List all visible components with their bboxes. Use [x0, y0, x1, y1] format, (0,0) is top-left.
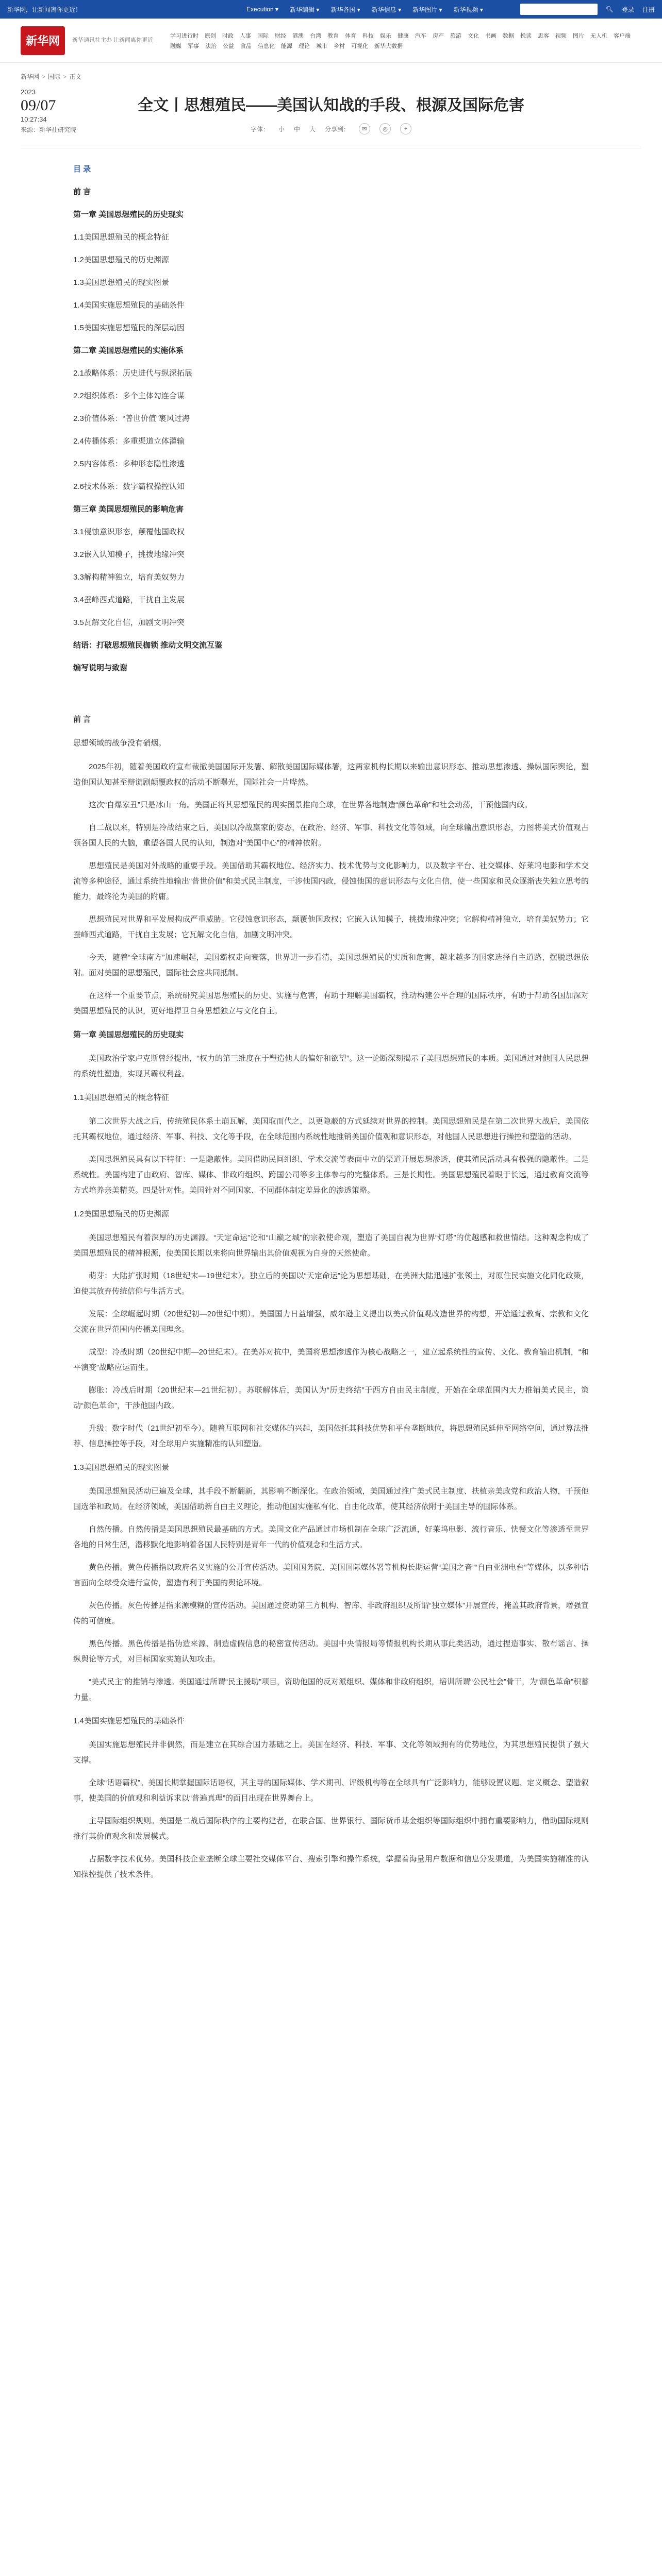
article-header — [0, 81, 662, 148]
channel-item[interactable]: 可视化 — [351, 43, 368, 49]
toc-item[interactable]: 3.3解构精神独立，培育美奴势力 — [73, 573, 185, 582]
section-heading: 1.2美国思想殖民的历史渊源 — [73, 1210, 169, 1218]
paragraph: 第二次世界大战之后，传统殖民体系土崩瓦解，美国取而代之，以更隐蔽的方式延续对世界的控制。美国思想殖民是在第二次世界大战后，美国依托其霸权地位，通过经济、军事、科技、文化等手段，在全球范围内系统性地推销美国价值观和意识形态，对他国人民思想进行操控和塑造的活动。 — [73, 1117, 589, 1141]
channel-item[interactable]: 文化 — [468, 32, 479, 39]
paragraph: 萌芽：大陆扩张时期（18世纪末—19世纪末）。独立后的美国以“天定命运”论为思想基础，在美洲大陆迅速扩张领土，对原住民实施文化同化政策，迫使其放弃传统信仰与生活方式。 — [73, 1272, 589, 1296]
toc-chapter[interactable]: 结语：打破思想殖民枷锁 推动文明交流互鉴 — [73, 641, 223, 650]
share-more-icon[interactable]: + — [400, 123, 411, 134]
channel-item[interactable]: 法治 — [205, 43, 217, 49]
top-nav-item[interactable]: 新华信息 ▾ — [371, 6, 402, 13]
toc-item[interactable]: 1.3美国思想殖民的现实图景 — [73, 278, 169, 287]
register-link[interactable]: 注册 — [642, 6, 655, 13]
section-heading: 思想领域的战争没有硝烟。 — [73, 739, 167, 748]
toc-item[interactable]: 3.4蚕峰西式道路，干扰自主发展 — [73, 596, 185, 604]
toc-item[interactable]: 2.4传播体系：多重渠道立体灌输 — [73, 437, 185, 446]
channel-item[interactable]: 娱乐 — [380, 32, 391, 39]
channel-item[interactable]: 时政 — [222, 32, 234, 39]
channel-item[interactable]: 军事 — [188, 43, 199, 49]
paragraph: 美国思想殖民有着深厚的历史渊源。“天定命运”论和“山巅之城”的宗教使命观，塑造了美国自视为世界“灯塔”的优越感和救世情结。这种观念构成了美国思想殖民的精神根源，使美国长期以来将向世界输出其价值观视为自身的天然使命。 — [73, 1233, 589, 1258]
article-source: 来源：新华社研究院 — [21, 126, 77, 133]
toc-item[interactable]: 1.4美国实施思想殖民的基础条件 — [73, 301, 185, 310]
font-large-button[interactable]: 大 — [309, 125, 316, 133]
channel-item[interactable]: 书画 — [485, 32, 496, 39]
paragraph: 今天，随着“全球南方”加速崛起，美国霸权走向衰落，世界进一步看清，美国思想殖民的实质和危害，越来越多的国家选择自主道路、摆脱思想依附。面对美国的思想殖民，国际社会应共同抵制。 — [73, 953, 589, 977]
site-logo[interactable]: 新华网 — [21, 26, 65, 55]
date-time: 10:27:34 — [21, 115, 47, 123]
top-nav-item[interactable]: Execution ▾ — [246, 6, 279, 13]
toc-item[interactable]: 2.3价值体系：“普世价值”裹风过海 — [73, 414, 190, 423]
channel-item[interactable]: 财经 — [275, 32, 286, 39]
paragraph: 美国政治学家卢克斯曾经提出，“权力的第三维度在于塑造他人的偏好和欲望”。这一论断深刻揭示了美国思想殖民的本质。美国通过对他国人民思想的系统性塑造，实现其霸权利益。 — [73, 1054, 589, 1078]
section-heading: 1.3美国思想殖民的现实图景 — [73, 1463, 169, 1472]
top-nav-item[interactable]: 新华编辑 ▾ — [290, 6, 320, 13]
channel-item[interactable]: 教育 — [327, 32, 339, 39]
toc-item[interactable]: 3.1侵蚀意识形态，颠覆他国政权 — [73, 528, 185, 536]
toc-title: 目 录 — [73, 165, 91, 174]
toc-chapter[interactable]: 第一章 美国思想殖民的历史现实 — [73, 210, 184, 219]
paragraph: 美国思想殖民活动已遍及全球，其手段不断翻新，其影响不断深化。在政治领域，美国通过推广美式民主制度、扶植亲美政党和政治人物，干预他国选举和政局。在经济领域，美国借助新自由主义理论，推动他国实施私有化、自由化改革，使其经济依附于美国主导的国际体系。 — [73, 1487, 589, 1511]
toc-item[interactable]: 2.5内容体系：多种形态隐性渗透 — [73, 460, 185, 468]
breadcrumb-current: 正文 — [69, 73, 82, 80]
channel-item[interactable]: 食品 — [240, 43, 252, 49]
channel-item[interactable]: 图片 — [573, 32, 584, 39]
channel-nav — [160, 31, 641, 50]
paragraph: 主导国际组织规则。美国是二战后国际秩序的主要构建者，在联合国、世界银行、国际货币基金组织等国际组织中拥有重要影响力，借助国际规则推行其价值观念和发展模式。 — [73, 1817, 589, 1841]
channel-item[interactable]: 思客 — [538, 32, 549, 39]
channel-item[interactable]: 能源 — [281, 43, 292, 49]
paragraph: 思想殖民是美国对外战略的重要手段。美国借助其霸权地位、经济实力、技术优势与文化影响力，以及数字平台、社交媒体、好莱坞电影和学术交流等多种途径，通过系统性地输出“普世价值”和美式民主制度，干涉他国内政，侵蚀他国的意识形态与文化自信，使一些国家和民众逐渐丧失独立思考的能力，最终沦为美国的附庸。 — [73, 861, 589, 901]
site-slogan: 新华通讯社主办 让新闻离你更近 — [72, 37, 154, 44]
paragraph: 膨胀：冷战后时期（20世纪末—21世纪初）。苏联解体后，美国认为“历史终结”于西方自由民主制度，开始在全球范围内大力推销美式民主，策动“颜色革命”，干涉他国内政。 — [73, 1386, 589, 1410]
paragraph: 黑色传播。黑色传播是指伪造来源、制造虚假信息的秘密宣传活动。美国中央情报局等情报机构长期从事此类活动，通过捏造事实、散布谣言、操纵舆论等方式，对目标国家实施认知攻击。 — [73, 1639, 589, 1664]
paragraph: 美国思想殖民具有以下特征：一是隐蔽性。美国借助民间组织、学术交流等表面中立的渠道开展思想渗透，使其殖民活动具有极强的隐蔽性。二是系统性。美国构建了由政府、智库、媒体、非政府组织、跨国公司等多主体参与的完整体系。三是长期性。美国思想殖民着眼于长远，通过教育交流等方式培养亲美精英。四是针对性。美国针对不同国家、不同群体制定差异化的渗透策略。 — [73, 1155, 589, 1195]
toc-item[interactable]: 3.5瓦解文化自信，加剧文明冲突 — [73, 618, 185, 627]
channel-item[interactable]: 汽车 — [415, 32, 426, 39]
channel-item[interactable]: 健康 — [398, 32, 409, 39]
share-wechat-icon[interactable]: ✉ — [359, 123, 370, 134]
breadcrumb-section[interactable]: 国际 — [48, 73, 61, 80]
toc-chapter[interactable]: 前 言 — [73, 188, 91, 196]
top-nav-item[interactable]: 新华图片 ▾ — [412, 6, 442, 13]
top-marquee: 新华网，让新闻离你更近！ — [7, 6, 82, 13]
channel-item[interactable]: 房产 — [433, 32, 444, 39]
paragraph: 升级：数字时代（21世纪初至今）。随着互联网和社交媒体的兴起，美国依托其科技优势和平台垄断地位，将思想殖民延伸至网络空间，通过算法推荐、信息操控等手段，对全球用户实施精准的认知塑造。 — [73, 1424, 589, 1448]
section-heading: 1.1美国思想殖民的概念特征 — [73, 1093, 169, 1102]
toc-item[interactable]: 2.6技术体系：数字霸权操控认知 — [73, 482, 185, 491]
top-tools — [520, 4, 655, 15]
channel-item[interactable]: 城市 — [316, 43, 327, 49]
channel-item[interactable]: 旅游 — [450, 32, 461, 39]
toc-item[interactable]: 2.2组织体系：多个主体勾连合谋 — [73, 392, 185, 400]
channel-item[interactable]: 台湾 — [310, 32, 321, 39]
paragraph: 美国实施思想殖民并非偶然，而是建立在其综合国力基础之上。美国在经济、科技、军事、文化等领域拥有的优势地位，为其思想殖民提供了强大支撑。 — [73, 1740, 589, 1765]
date-year: 2023 — [21, 88, 36, 96]
font-size-label: 字体： — [250, 125, 269, 133]
channel-item[interactable]: 港澳 — [292, 32, 304, 39]
channel-item[interactable]: 数据 — [503, 32, 514, 39]
article-text — [73, 712, 589, 1883]
font-medium-button[interactable]: 中 — [293, 125, 300, 133]
channel-item[interactable]: 人事 — [240, 32, 251, 39]
paragraph: 全球“话语霸权”。美国长期掌握国际话语权，其主导的国际媒体、学术期刊、评级机构等在全球具有广泛影响力，能够设置议题、定义概念、塑造叙事，使美国的价值观和利益诉求以“普遍真理”的面目出现在世界舞台上。 — [73, 1778, 589, 1803]
channel-item[interactable]: 体育 — [345, 32, 356, 39]
site-header — [0, 19, 662, 63]
page-title: 全文丨思想殖民——美国认知战的手段、根源及国际危害 — [138, 97, 524, 114]
article-tools — [21, 123, 641, 134]
paragraph: “美式民主”的推销与渗透。美国通过所谓“民主援助”项目，资助他国的反对派组织、媒体和非政府组织，培训所谓“公民社会”骨干，为“颜色革命”积蓄力量。 — [73, 1677, 589, 1702]
paragraph: 2025年初，随着美国政府宣布裁撤美国国际开发署、解散美国国际媒体署，这两家机构长期以来输出意识形态、推动思想渗透、操纵国际舆论，塑造他国认知甚至辩谎剧颠覆政权的活动不断曝光，国际社会一片哗然。 — [73, 762, 589, 787]
paragraph: 黄色传播。黄色传播指以政府名义实施的公开宣传活动。美国国务院、美国国际媒体署等机构长期运营“美国之音”“自由亚洲电台”等媒体，以多种语言面向全球受众进行宣传，塑造有利于美国的舆论环境。 — [73, 1563, 589, 1587]
paragraph: 自二战以来，特别是冷战结束之后，美国以冷战赢家的姿态，在政治、经济、军事、科技文化等领域，向全球输出意识形态，力图将美式价值观占领各国人民的大脑，重塑各国人民的认知，制造对“美国中心”的精神依附。 — [73, 823, 589, 848]
channel-item[interactable]: 国际 — [257, 32, 269, 39]
toc-item[interactable]: 2.1战略体系：历史进代与纵深拓展 — [73, 369, 192, 378]
paragraph: 自然传播。自然传播是美国思想殖民最基础的方式。美国文化产品通过市场机制在全球广泛流通，好莱坞电影、流行音乐、快餐文化等渗透至世界各地的日常生活，潜移默化地影响着各国人民特别是青年一代的价值观念和生活方式。 — [73, 1525, 589, 1549]
channel-item[interactable]: 原创 — [205, 32, 216, 39]
paragraph: 发展：全球崛起时期（20世纪初—20世纪中期）。美国国力日益增强，威尔逊主义提出以美式价值观改造世界的构想，开始通过教育、宗教和文化交流在世界范围内传播美国理念。 — [73, 1310, 589, 1334]
share-weibo-icon[interactable]: ◎ — [379, 123, 391, 134]
font-small-button[interactable]: 小 — [278, 125, 285, 133]
channel-item[interactable]: 视频 — [555, 32, 567, 39]
paragraph: 占据数字技术优势。美国科技企业垄断全球主要社交媒体平台、搜索引擎和操作系统，掌握着海量用户数据和信息分发渠道，为美国实施精准的认知操控提供了技术条件。 — [73, 1855, 589, 1879]
breadcrumb-home[interactable]: 新华网 — [21, 73, 40, 80]
search-icon[interactable]: 🔍︎ — [605, 6, 614, 13]
date-block — [21, 88, 93, 134]
top-nav-item[interactable]: 新华各国 ▾ — [330, 6, 360, 13]
channel-item[interactable]: 融媒 — [170, 43, 181, 49]
top-nav — [246, 5, 520, 14]
channel-item[interactable]: 公益 — [223, 43, 234, 49]
paragraph: 在这样一个重要节点，系统研究美国思想殖民的历史、实施与危害，有助于理解美国霸权，推动构建公平合理的国际秩序，有助于帮助各国加深对美国思想殖民的认识，更好地捍卫自身思想独立与文化自主。 — [73, 991, 589, 1015]
paragraph: 灰色传播。灰色传播是指来源模糊的宣传活动。美国通过资助第三方机构、智库、非政府组织及所谓“独立媒体”开展宣传，掩盖其政府背景，增强宣传的可信度。 — [73, 1601, 589, 1625]
channel-item[interactable]: 无人机 — [590, 32, 607, 39]
top-nav-item[interactable]: 新华视频 ▾ — [453, 6, 483, 13]
search-input[interactable] — [520, 4, 598, 15]
channel-item[interactable]: 科技 — [362, 32, 374, 39]
section-heading: 第一章 美国思想殖民的历史现实 — [73, 1030, 184, 1039]
channel-item[interactable]: 信息化 — [258, 43, 275, 49]
channel-item[interactable]: 理论 — [299, 43, 310, 49]
toc-item[interactable]: 1.5美国实施思想殖民的深层动因 — [73, 324, 185, 332]
toc-item[interactable]: 3.2嵌入认知模子，挑拨地缘冲突 — [73, 550, 185, 559]
share-label: 分享到： — [325, 125, 350, 133]
channel-item[interactable]: 新华大数据 — [374, 43, 403, 49]
paragraph: 成型：冷战时期（20世纪中期—20世纪末）。在美苏对抗中，美国将思想渗透作为核心战略之一，建立起系统性的宣传、文化、教育输出机制，“和平演变”战略应运而生。 — [73, 1348, 589, 1372]
date-month-day: 09/07 — [21, 97, 56, 114]
top-bar — [0, 0, 662, 19]
toc-item[interactable]: 1.1美国思想殖民的概念特征 — [73, 233, 169, 242]
breadcrumb: 新华网 > 国际 > 正文 — [21, 73, 82, 80]
toc-chapter[interactable]: 编写说明与致谢 — [73, 664, 128, 672]
toc-chapter[interactable]: 第二章 美国思想殖民的实施体系 — [73, 346, 184, 355]
channel-item[interactable]: 乡村 — [334, 43, 345, 49]
channel-item[interactable]: 客户端 — [614, 32, 631, 39]
paragraph: 思想殖民对世界和平发展构成严重威胁。它侵蚀意识形态，颠覆他国政权；它嵌入认知模子，挑拨地缘冲突；它解构精神独立，培育美奴势力；它蚕峰西式道路，干扰自主发展；它瓦解文化自信，加剧文明冲突。 — [73, 915, 589, 939]
table-of-contents — [73, 162, 589, 676]
channel-item[interactable]: 学习进行时 — [170, 32, 198, 39]
section-heading: 1.4美国实施思想殖民的基础条件 — [73, 1717, 185, 1725]
toc-item[interactable]: 1.2美国思想殖民的历史渊源 — [73, 256, 169, 264]
paragraph: 这次“自爆家丑”只是冰山一角。美国正将其思想殖民的现实图景推向全球，在世界各地制造“颜色革命”和社会动荡，干预他国内政。 — [89, 801, 532, 809]
article-body — [73, 162, 589, 1883]
toc-chapter[interactable]: 第三章 美国思想殖民的影响危害 — [73, 505, 184, 514]
section-heading: 前 言 — [73, 715, 91, 724]
login-link[interactable]: 登录 — [621, 6, 634, 13]
channel-item[interactable]: 悦读 — [520, 32, 532, 39]
